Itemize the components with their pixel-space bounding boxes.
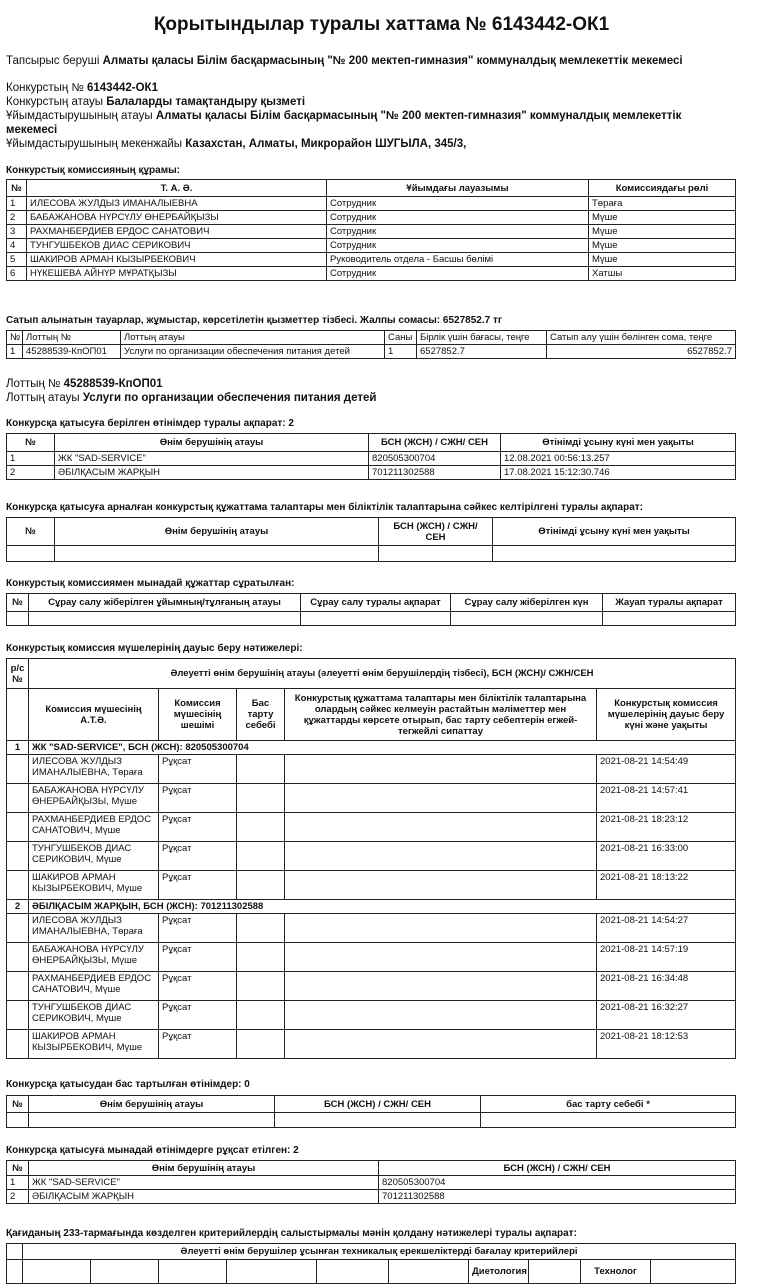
col-header: Саны [385, 331, 417, 345]
table-row [7, 1176, 736, 1190]
contest-no-line [6, 81, 158, 95]
cell [7, 914, 29, 943]
cell: 1 [7, 1176, 29, 1190]
cell [285, 1030, 597, 1059]
cell: Рұқсат [159, 1030, 237, 1059]
lot-name-line [6, 391, 376, 405]
voting-table [6, 658, 736, 1059]
applications-table [6, 433, 736, 480]
cell [7, 612, 29, 626]
cell: Мүше [589, 225, 736, 239]
customer-value: Алматы қаласы Білім басқармасының "№ 200 мектеп-гимназия" коммуналдық мемлекеттік мекемесі [102, 55, 683, 67]
col-header: БСН (ЖСН) / СЖН/ СЕН [379, 518, 493, 546]
cell [451, 612, 603, 626]
cell: Рұқсат [159, 914, 237, 943]
cell: 2021-08-21 18:13:22 [597, 871, 736, 900]
col-header: Өнім берушінің атауы [29, 1161, 379, 1176]
cell: 5 [7, 253, 27, 267]
cell [7, 972, 29, 1001]
cell [237, 784, 285, 813]
cell: Сотрудник [327, 239, 589, 253]
cell: Хатшы [589, 267, 736, 281]
cell: 701211302588 [369, 466, 501, 480]
cell: Рұқсат [159, 972, 237, 1001]
cell [29, 755, 159, 784]
cell [7, 1030, 29, 1059]
cell: ЖК "SAD-SERVICE" [29, 1176, 379, 1190]
col-header: № [7, 1161, 29, 1176]
cell: 1 [7, 197, 27, 211]
cell [7, 842, 29, 871]
table-row [7, 197, 736, 211]
col-header: Комиссия мүшесінің А.Т.Ә. [29, 689, 159, 741]
col-header: Әлеуетті өнім берушілер ұсынған техникалық ерекшеліктерді бағалау критерийлері [23, 1244, 736, 1260]
table-row [7, 612, 736, 626]
col-header: Бірлік үшін бағасы, теңге [417, 331, 547, 345]
requests-table [6, 593, 736, 626]
cell: ТУНГУШБЕКОВ ДИАС СЕРИКОВИЧ [27, 239, 327, 253]
contest-name-label: Конкурстың атауы [6, 96, 104, 108]
admitted-title: Конкурсқа қатысуға мынадай өтінімдерге рұқсат етілген: 2 [6, 1145, 299, 1156]
customer-line [6, 54, 683, 68]
cell [29, 943, 159, 972]
address-label: Ұйымдастырушының мекенжайы [6, 138, 183, 150]
cell [29, 1030, 159, 1059]
table-row [7, 239, 736, 253]
compliance-table [6, 517, 736, 562]
table-row [7, 784, 736, 813]
table-row [7, 1113, 736, 1128]
cell [237, 871, 285, 900]
cell [481, 1113, 736, 1128]
table-row [7, 755, 736, 784]
cell: 2 [7, 466, 55, 480]
col-header: № [7, 594, 29, 612]
cell [379, 546, 493, 562]
col-header: Диетология [469, 1260, 529, 1284]
compliance-title: Конкурсқа қатысуға арналған конкурстық құжаттама талаптары мен біліктілік талаптарына сәйкес келтірілгені туралы ақпарат: [6, 502, 643, 513]
col-header: Өнім берушінің атауы [55, 434, 369, 452]
member-name: БАБАЖАНОВА НҮРСҮЛУ [32, 944, 144, 955]
member-name: ӨНЕРБАЙҚЫЗЫ, Мүше [32, 796, 138, 807]
table-row [7, 225, 736, 239]
cell [29, 612, 301, 626]
col-header: бас тарту себебі * [481, 1096, 736, 1113]
cell [285, 914, 597, 943]
cell [285, 842, 597, 871]
rejected-title: Конкурсқа қатысудан бас тартылған өтінімдер: 0 [6, 1079, 250, 1090]
member-name: САНАТОВИЧ, Мүше [32, 825, 121, 836]
supplier-group-row [7, 741, 736, 755]
cell [29, 1113, 275, 1128]
cell: 1 [385, 345, 417, 359]
cell [285, 1001, 597, 1030]
cell: Рұқсат [159, 813, 237, 842]
table-row [7, 452, 736, 466]
col-header: Технолог [581, 1260, 651, 1284]
contest-name-value: Балаларды тамақтандыру қызметі [106, 96, 306, 108]
col-header: БСН (ЖСН) / СЖН/ СЕН [369, 434, 501, 452]
cell: 2 [7, 1190, 29, 1204]
col-header: БСН (ЖСН) / СЖН/ СЕН [275, 1096, 481, 1113]
cell: Рұқсат [159, 943, 237, 972]
cell [285, 755, 597, 784]
member-name: ШАКИРОВ АРМАН [32, 1031, 116, 1042]
cell [275, 1113, 481, 1128]
table-row [7, 345, 736, 359]
cell: РАХМАНБЕРДИЕВ ЕРДОС САНАТОВИЧ [27, 225, 327, 239]
cell: ӘБІЛҚАСЫМ ЖАРҚЫН [29, 1190, 379, 1204]
member-name: РАХМАНБЕРДИЕВ ЕРДОС [32, 973, 152, 984]
admitted-table [6, 1160, 736, 1204]
table-row [7, 211, 736, 225]
col-header: Сұрау салу жіберілген ұйымның/тұлғаның атауы [29, 594, 301, 612]
commission-title: Конкурстық комиссияның құрамы: [6, 165, 180, 176]
cell: Рұқсат [159, 784, 237, 813]
cell: 2021-08-21 14:57:41 [597, 784, 736, 813]
goods-table [6, 330, 736, 359]
address-value: Казахстан, Алматы, Микрорайон ШУГЫЛА, 345/3, [185, 138, 467, 150]
table-row [7, 1190, 736, 1204]
table-row [7, 1030, 736, 1059]
table-row [7, 267, 736, 281]
organizer-value-cont: мекемесі [6, 124, 58, 136]
cell [237, 1030, 285, 1059]
cell: Рұқсат [159, 1001, 237, 1030]
table-row [7, 466, 736, 480]
criteria-table [6, 1243, 736, 1284]
cell: Сотрудник [327, 267, 589, 281]
goods-title: Сатып алынатын тауарлар, жұмыстар, көрсетілетін қызметтер тізбесі. Жалпы сомасы: 6527852.7 тг [6, 315, 503, 326]
criteria-title: Қағиданың 233-тармағында көзделген критерийлердің салыстырмалы мәнін қолдану нәтижелері туралы ақпарат: [6, 1228, 577, 1239]
cell [7, 546, 55, 562]
voting-title: Конкурстық комиссия мүшелерінің дауыс беру нәтижелері: [6, 643, 303, 654]
table-row [7, 943, 736, 972]
cell [237, 1001, 285, 1030]
cell [29, 842, 159, 871]
col-header: № [7, 434, 55, 452]
member-name: СЕРИКОВИЧ, Мүше [32, 854, 122, 865]
organizer-label: Ұйымдастырушының атауы [6, 110, 153, 122]
table-row [7, 1001, 736, 1030]
cell [7, 813, 29, 842]
cell: 6 [7, 267, 27, 281]
col-header: Өнім берушінің атауы [55, 518, 379, 546]
cell: 2021-08-21 16:32:27 [597, 1001, 736, 1030]
col-header: Әлеуетті өнім берушінің атауы (әлеуетті өнім берушілердің тізбесі), БСН (ЖСН)/ СЖН/СЕН [29, 659, 736, 689]
organizer-line [6, 109, 681, 123]
cell: ШАКИРОВ АРМАН КЫЗЫРБЕКОВИЧ [27, 253, 327, 267]
cell: НҮКЕШЕВА АЙНҮР МҰРАТҚЫЗЫ [27, 267, 327, 281]
cell: 2021-08-21 14:54:27 [597, 914, 736, 943]
cell: 2021-08-21 14:57:19 [597, 943, 736, 972]
cell: Рұқсат [159, 842, 237, 871]
cell [29, 972, 159, 1001]
page-title: Қорытындылар туралы хаттама № 6143442-ОК1 [153, 14, 610, 35]
cell [29, 813, 159, 842]
address-line [6, 137, 466, 151]
cell: 2021-08-21 16:33:00 [597, 842, 736, 871]
col-header: Комиссия мүшесінің шешімі [159, 689, 237, 741]
cell: 2021-08-21 18:23:12 [597, 813, 736, 842]
table-row [7, 842, 736, 871]
col-header: Конкурстық құжаттама талаптары мен біліктілік талаптарына олардың сәйкес келмеуін растайтын мәліметтер мен құжаттарды көрсете отырып, бас тарту себептерін егжей-тегжейлі сипаттау [285, 689, 597, 741]
cell: 2021-08-21 14:54:49 [597, 755, 736, 784]
contest-no-value: 6143442-ОК1 [87, 82, 158, 94]
cell: 3 [7, 225, 27, 239]
table-row [7, 813, 736, 842]
cell: 2021-08-21 18:12:53 [597, 1030, 736, 1059]
col-header: Т. А. Ә. [27, 180, 327, 197]
cell: БАБАЖАНОВА НҮРСҮЛУ ӨНЕРБАЙҚЫЗЫ [27, 211, 327, 225]
cell [301, 612, 451, 626]
cell [285, 943, 597, 972]
cell: 17.08.2021 15:12:30.746 [501, 466, 736, 480]
lot-name-label: Лоттың атауы [6, 392, 80, 404]
table-row [7, 914, 736, 943]
cell [29, 914, 159, 943]
cell [237, 755, 285, 784]
col-header: Өтінімді ұсыну күні мен уақыты [493, 518, 736, 546]
member-name: КЫЗЫРБЕКОВИЧ, Мүше [32, 883, 143, 894]
col-header: Жауап туралы ақпарат [603, 594, 736, 612]
cell: Мүше [589, 239, 736, 253]
cell [493, 546, 736, 562]
cell: Төраға [589, 197, 736, 211]
cell [285, 871, 597, 900]
cell [7, 784, 29, 813]
member-name: СЕРИКОВИЧ, Мүше [32, 1013, 122, 1024]
col-header: Бас тарту себебі [237, 689, 285, 741]
member-name: БАБАЖАНОВА НҮРСҮЛУ [32, 785, 144, 796]
col-header: р/с № [7, 659, 29, 689]
lot-no-value: 45288539-КпОП01 [63, 378, 163, 390]
cell [7, 871, 29, 900]
organizer-line-2 [6, 123, 57, 137]
cell [29, 784, 159, 813]
col-header: Өнім берушінің атауы [29, 1096, 275, 1113]
cell [55, 546, 379, 562]
member-name: ИМАНАЛЫЕВНА, Төраға [32, 767, 143, 778]
cell: 2 [7, 211, 27, 225]
cell: Сотрудник [327, 211, 589, 225]
member-name: САНАТОВИЧ, Мүше [32, 984, 121, 995]
requests-title: Конкурстық комиссиямен мынадай құжаттар сұратылған: [6, 578, 295, 589]
supplier-group-row [7, 900, 736, 914]
col-header: Сұрау салу жіберілген күн [451, 594, 603, 612]
cell: ИЛЕСОВА ЖУЛДЫЗ ИМАНАЛЫЕВНА [27, 197, 327, 211]
col-header: Лоттың № [23, 331, 121, 345]
cell [7, 1001, 29, 1030]
cell: Рұқсат [159, 755, 237, 784]
col-header: БСН (ЖСН) / СЖН/ СЕН [379, 1161, 736, 1176]
col-header: № [7, 180, 27, 197]
cell [285, 813, 597, 842]
cell: 2021-08-21 16:34:48 [597, 972, 736, 1001]
cell: 2 [7, 900, 29, 914]
table-row [7, 546, 736, 562]
cell: ЖК "SAD-SERVICE" [55, 452, 369, 466]
cell: Сотрудник [327, 197, 589, 211]
cell [285, 784, 597, 813]
cell [237, 842, 285, 871]
commission-table [6, 179, 736, 281]
member-name: ИЛЕСОВА ЖУЛДЫЗ [32, 915, 122, 926]
member-name: ӨНЕРБАЙҚЫЗЫ, Мүше [32, 955, 138, 966]
cell: Мүше [589, 211, 736, 225]
table-row [7, 972, 736, 1001]
cell [7, 755, 29, 784]
col-header: Сатып алу үшін бөлінген сома, теңге [547, 331, 736, 345]
cell: 6527852.7 [547, 345, 736, 359]
cell [285, 972, 597, 1001]
cell: 1 [7, 345, 23, 359]
col-header: № [7, 331, 23, 345]
col-header: Комиссиядағы рөлі [589, 180, 736, 197]
cell: 1 [7, 741, 29, 755]
col-header: Өтінімді ұсыну күні мен уақыты [501, 434, 736, 452]
member-name: ТУНГУШБЕКОВ ДИАС [32, 843, 132, 854]
col-header [7, 689, 29, 741]
col-header: Ұйымдағы лауазымы [327, 180, 589, 197]
lot-no-line [6, 377, 163, 391]
col-header: Лоттың атауы [121, 331, 385, 345]
cell: 45288539-КпОП01 [23, 345, 121, 359]
member-name: ИМАНАЛЫЕВНА, Төраға [32, 926, 143, 937]
cell [7, 1244, 23, 1260]
cell: Сотрудник [327, 225, 589, 239]
cell [7, 1113, 29, 1128]
table-row [7, 253, 736, 267]
cell: 1 [7, 452, 55, 466]
cell: 6527852.7 [417, 345, 547, 359]
cell: ӘБІЛҚАСЫМ ЖАРҚЫН, БСН (ЖСН): 701211302588 [29, 900, 736, 914]
member-name: ШАКИРОВ АРМАН [32, 872, 116, 883]
cell: ЖК "SAD-SERVICE", БСН (ЖСН): 820505300704 [29, 741, 736, 755]
member-name: РАХМАНБЕРДИЕВ ЕРДОС [32, 814, 152, 825]
cell [603, 612, 736, 626]
cell: 701211302588 [379, 1190, 736, 1204]
applications-title: Конкурсқа қатысуға берілген өтінімдер туралы ақпарат: 2 [6, 418, 294, 429]
member-name: ТУНГУШБЕКОВ ДИАС [32, 1002, 132, 1013]
cell: 4 [7, 239, 27, 253]
cell: 820505300704 [379, 1176, 736, 1190]
cell [237, 914, 285, 943]
organizer-value: Алматы қаласы Білім басқармасының "№ 200 мектеп-гимназия" коммуналдық мемлекеттік [155, 110, 682, 122]
lot-no-label: Лоттың № [6, 378, 61, 390]
cell [29, 1001, 159, 1030]
rejected-table [6, 1095, 736, 1128]
col-header: Конкурстық комиссия мүшелерінің дауыс беру күні және уақыты [597, 689, 736, 741]
cell [29, 871, 159, 900]
cell: Услуги по организации обеспечения питания детей [121, 345, 385, 359]
cell: 12.08.2021 00:56:13.257 [501, 452, 736, 466]
customer-label: Тапсырыс беруші [6, 55, 100, 67]
table-row [7, 871, 736, 900]
cell: ӘБІЛҚАСЫМ ЖАРҚЫН [55, 466, 369, 480]
cell [237, 813, 285, 842]
cell [237, 972, 285, 1001]
cell [7, 943, 29, 972]
cell: Рұқсат [159, 871, 237, 900]
cell: Руководитель отдела - Басшы бөлімі [327, 253, 589, 267]
contest-name-line [6, 95, 305, 109]
cell [237, 943, 285, 972]
member-name: КЫЗЫРБЕКОВИЧ, Мүше [32, 1042, 143, 1053]
col-header: № [7, 518, 55, 546]
contest-no-label: Конкурстың № [6, 82, 84, 94]
col-header: Сұрау салу туралы ақпарат [301, 594, 451, 612]
cell: Мүше [589, 253, 736, 267]
cell: 820505300704 [369, 452, 501, 466]
col-header: № [7, 1096, 29, 1113]
lot-name-value: Услуги по организации обеспечения питания детей [82, 392, 377, 404]
member-name: ИЛЕСОВА ЖУЛДЫЗ [32, 756, 122, 767]
